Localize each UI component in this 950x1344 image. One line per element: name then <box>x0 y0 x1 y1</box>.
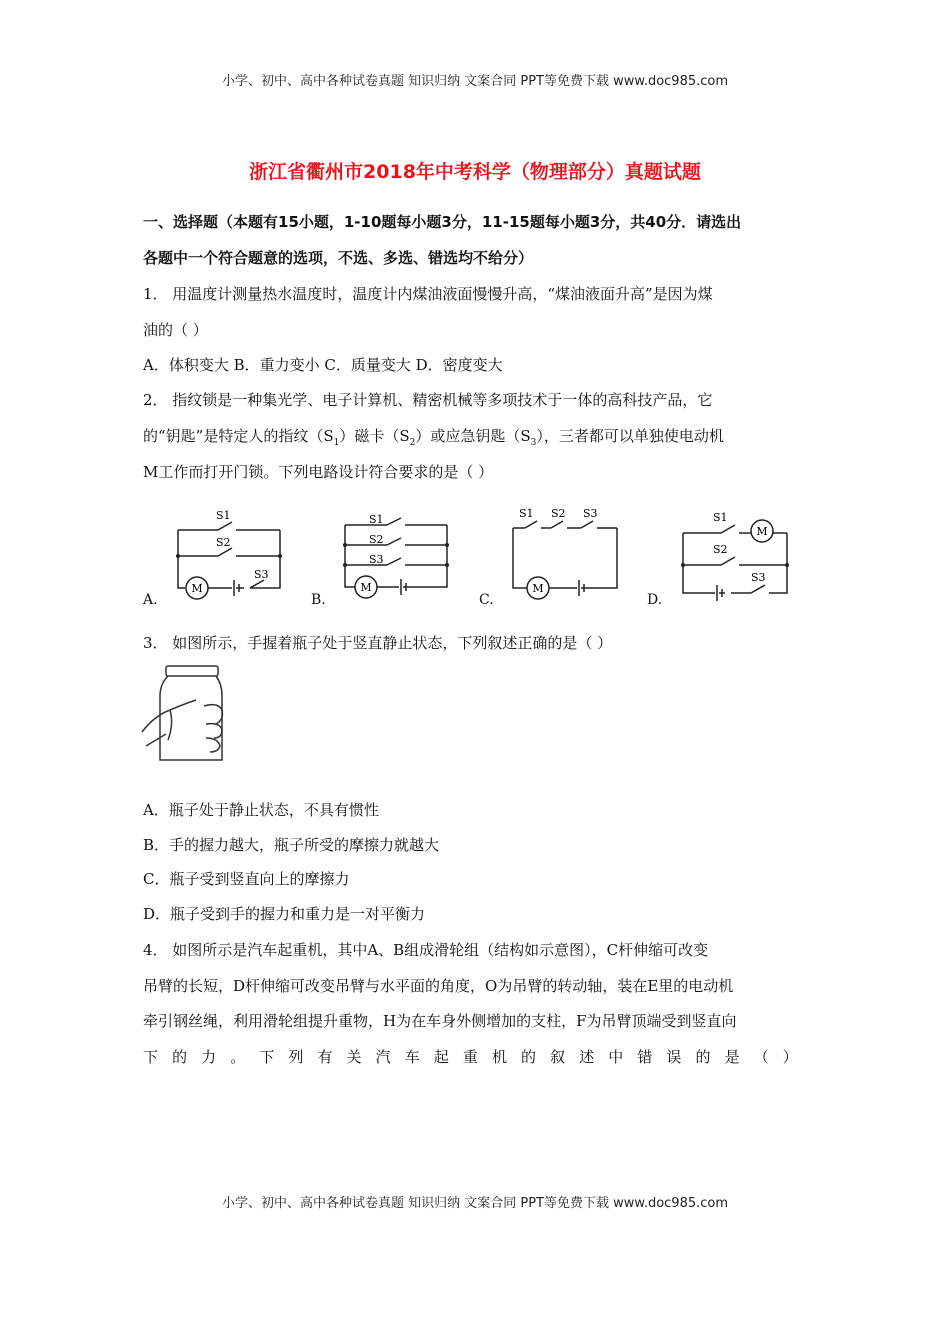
q3-option-b: B．手的握力越大，瓶子所受的摩擦力就越大 <box>143 836 440 854</box>
circuit-diagram-c <box>505 500 630 605</box>
q2-option-c-label: C. <box>479 592 494 608</box>
q2-stem-line1: 2． 指纹锁是一种集光学、电子计算机、精密机械等多项技术于一体的高科技产品，它 <box>143 391 713 409</box>
q2-option-d-label: D. <box>647 592 663 608</box>
q3-stem-line1: 3． 如图所示，手握着瓶子处于竖直静止状态，下列叙述正确的是（ ） <box>143 634 613 652</box>
motor-label: M <box>532 582 544 595</box>
switch-label: S3 <box>369 553 384 566</box>
q1-stem-line1: 1． 用温度计测量热水温度时，温度计内煤油液面慢慢升高，“煤油液面升高”是因为煤 <box>143 285 713 303</box>
circuit-diagram-a <box>170 500 295 605</box>
circuit-diagram-b <box>335 505 460 605</box>
section-heading-line2: 各题中一个符合题意的选项，不选、多选、错选均不给分） <box>143 249 534 267</box>
q2-stem-line2: 的“钥匙”是特定人的指纹$(S_1)$磁卡$(S_2)$或应急钥匙$(S_3)$，三者都可以单独使电动机 <box>143 427 724 448</box>
switch-label: S2 <box>551 507 566 520</box>
q1-stem-line2: 油的（ ） <box>143 321 208 339</box>
switch-label: S3 <box>583 507 598 520</box>
q2-option-b-label: B. <box>311 592 326 608</box>
motor-label: M <box>360 581 372 594</box>
switch-label: S3 <box>254 568 269 581</box>
circuit-diagram-d <box>675 505 800 605</box>
hand-holding-bottle-illustration <box>140 660 240 770</box>
section-heading-line1: 一、选择题（本题有15小题，1-10题每小题3分，11-15题每小题3分，共40分．请选出 <box>143 213 742 231</box>
switch-label: S1 <box>519 507 534 520</box>
switch-label: S2 <box>713 543 728 556</box>
switch-label: S2 <box>369 533 384 546</box>
q3-option-a: A．瓶子处于静止状态，不具有惯性 <box>143 801 379 819</box>
switch-label: S2 <box>216 536 231 549</box>
switch-label: S3 <box>751 571 766 584</box>
q2-option-a-label: A. <box>143 592 158 608</box>
switch-label: S1 <box>713 511 728 524</box>
motor-label: M <box>756 525 768 538</box>
q4-stem-line4: 下 的 力 。 下 列 有 关 汽 车 起 重 机 的 叙 述 中 错 误 的 是 （ ） <box>143 1048 798 1066</box>
page-title: 浙江省衢州市2018年中考科学（物理部分）真题试题 <box>249 161 701 183</box>
q3-option-d: D．瓶子受到手的握力和重力是一对平衡力 <box>143 905 426 923</box>
switch-label: S1 <box>369 513 384 526</box>
page-footer: 小学、初中、高中各种试卷真题 知识归纳 文案合同 PPT等免费下载 www.doc985.com <box>221 1196 729 1211</box>
q1-options: A．体积变大 B．重力变小 C．质量变大 D．密度变大 <box>143 356 503 374</box>
q4-stem-line1: 4． 如图所示是汽车起重机，其中A、B组成滑轮组（结构如示意图），C杆伸缩可改变 <box>143 941 709 959</box>
q4-stem-line3: 牵引钢丝绳，利用滑轮组提升重物，H为在车身外侧增加的支柱，F为吊臂顶端受到竖直向 <box>143 1012 737 1030</box>
q2-stem-line3: M工作而打开门锁。下列电路设计符合要求的是（ ） <box>143 463 494 481</box>
q4-stem-line2: 吊臂的长短，D杆伸缩可改变吊臂与水平面的角度，O为吊臂的转动轴，装在E里的电动机 <box>143 977 734 995</box>
switch-label: S1 <box>216 509 231 522</box>
motor-label: M <box>191 582 203 595</box>
page-header: 小学、初中、高中各种试卷真题 知识归纳 文案合同 PPT等免费下载 www.doc985.com <box>221 74 729 89</box>
q3-option-c: C．瓶子受到竖直向上的摩擦力 <box>143 870 350 888</box>
